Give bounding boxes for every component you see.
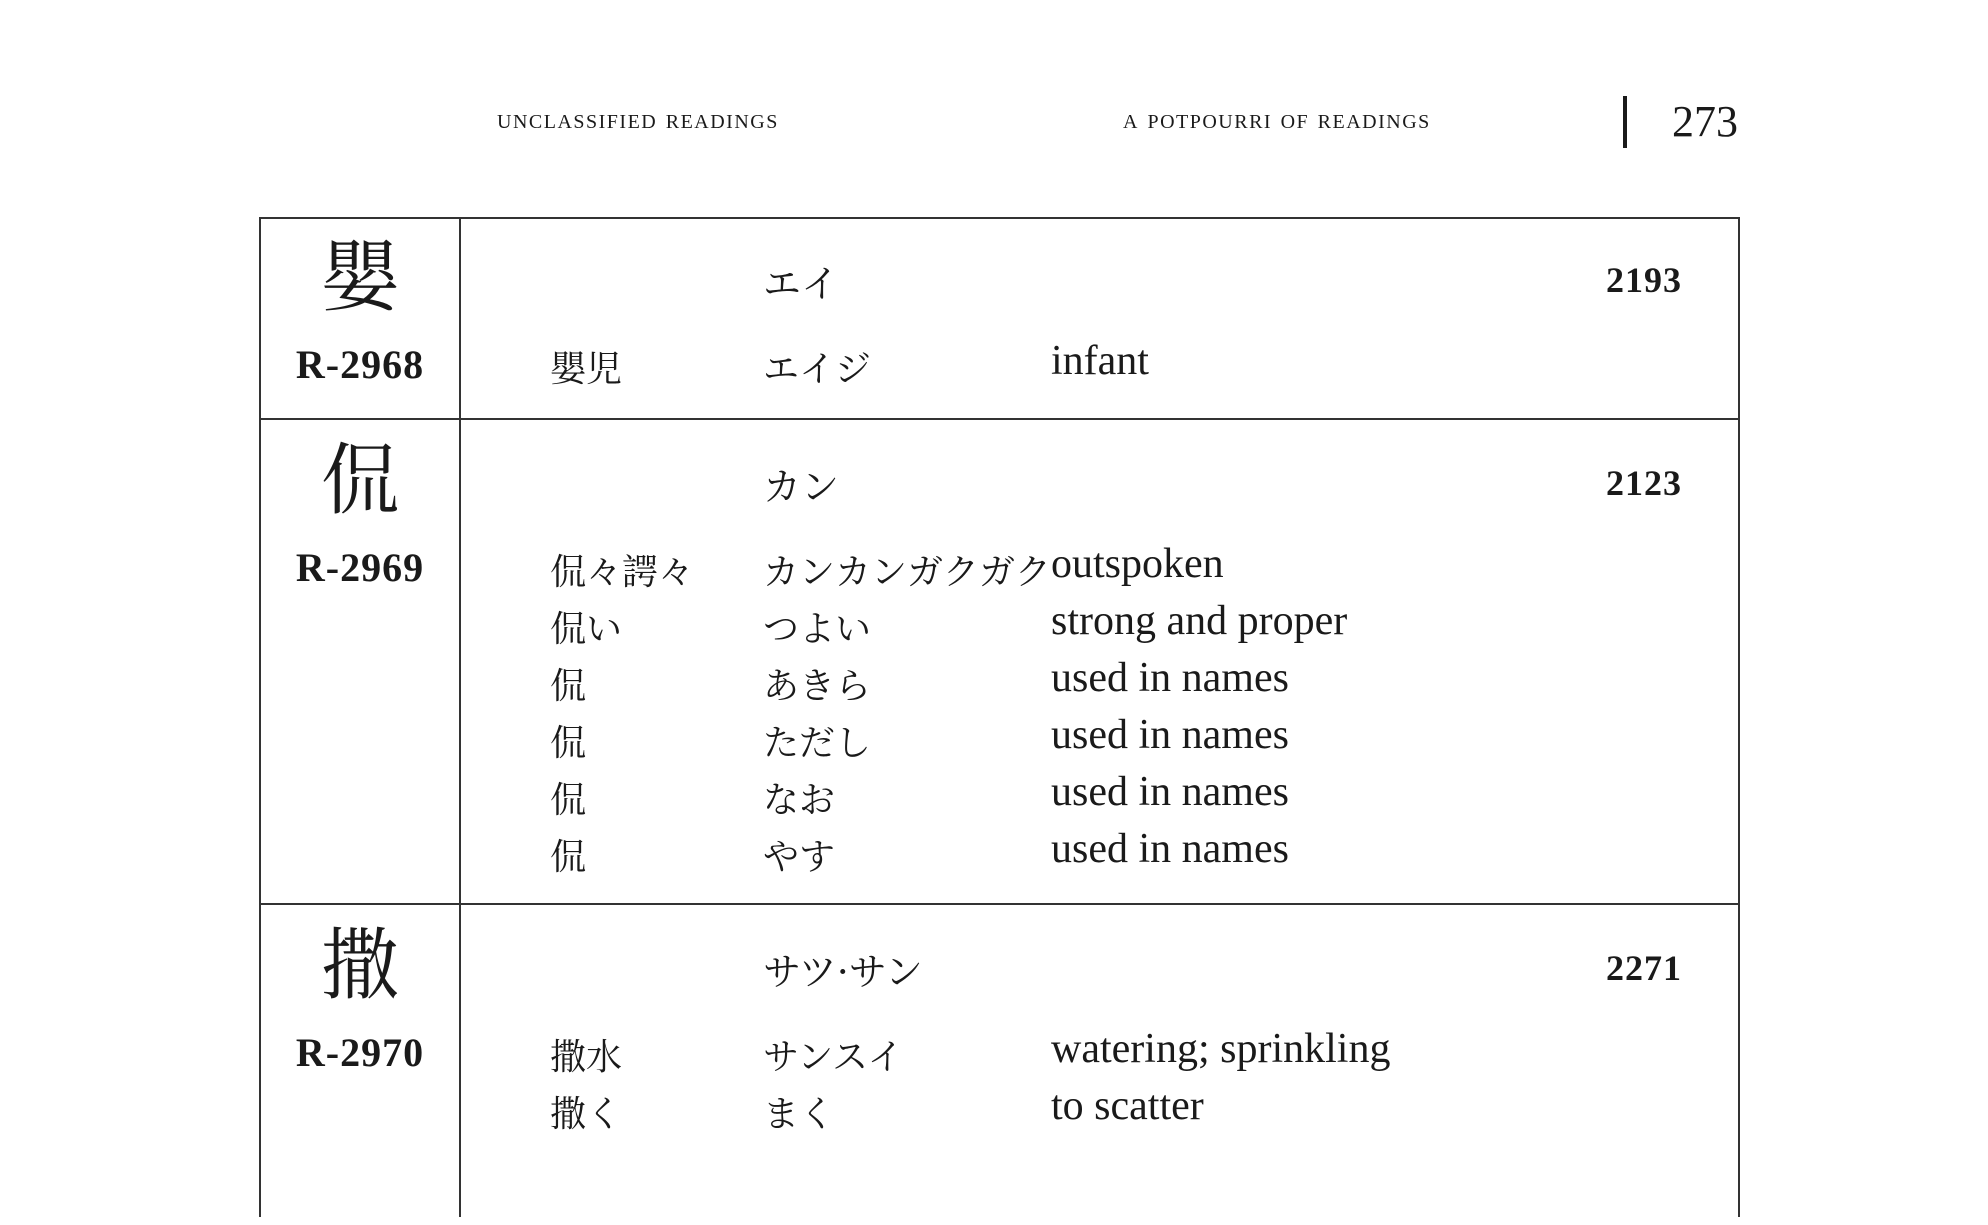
example-row — [261, 769, 1738, 829]
example-reading: まく — [763, 1094, 836, 1135]
entry-number: 2193 — [1606, 260, 1682, 300]
headword-kanji: 侃 — [320, 436, 399, 526]
kanji-entry — [261, 903, 1738, 1225]
entry-ref-id: R-2968 — [295, 342, 425, 387]
example-meaning: used in names — [1051, 655, 1289, 701]
example-row — [261, 1026, 1738, 1086]
example-row — [261, 338, 1738, 398]
kanji-entry — [261, 219, 1738, 419]
example-word: 撒水 — [550, 1037, 623, 1078]
header-divider-bar — [1623, 96, 1627, 148]
example-meaning: used in names — [1051, 826, 1289, 872]
example-row — [261, 826, 1738, 886]
example-word: 撒く — [550, 1094, 623, 1135]
example-word: 侃 — [550, 837, 587, 878]
example-word: 侃い — [550, 609, 623, 650]
example-row — [261, 1083, 1738, 1143]
example-meaning: strong and proper — [1051, 598, 1348, 644]
example-reading: カンカンガクガク — [763, 552, 1052, 593]
running-header-chapter: a potpourri of readings — [1123, 104, 1431, 135]
example-reading: なお — [763, 780, 836, 821]
example-meaning: outspoken — [1051, 541, 1224, 587]
on-reading: カン — [763, 465, 840, 509]
on-reading: サツ·サン — [763, 950, 923, 994]
kanji-readings-table — [259, 217, 1740, 1217]
example-meaning: watering; sprinkling — [1051, 1026, 1391, 1072]
entry-ref-id: R-2970 — [295, 1030, 425, 1075]
example-word: 侃々諤々 — [550, 552, 695, 593]
kanji-entry — [261, 418, 1738, 905]
example-reading: あきら — [763, 666, 872, 707]
example-meaning: infant — [1051, 338, 1149, 384]
example-row — [261, 712, 1738, 772]
example-reading: ただし — [763, 723, 872, 764]
entry-ref-id: R-2969 — [295, 545, 425, 590]
running-header-section: unclassified readings — [497, 104, 779, 135]
example-meaning: to scatter — [1051, 1083, 1204, 1129]
example-word: 侃 — [550, 723, 587, 764]
example-reading: サンスイ — [763, 1037, 904, 1078]
example-reading: やす — [763, 837, 836, 878]
example-row — [261, 598, 1738, 658]
example-word: 嬰児 — [550, 349, 623, 390]
headword-kanji: 嬰 — [320, 233, 399, 323]
example-word: 侃 — [550, 666, 587, 707]
example-reading: つよい — [763, 609, 872, 650]
example-row — [261, 541, 1738, 601]
example-meaning: used in names — [1051, 769, 1289, 815]
example-word: 侃 — [550, 780, 587, 821]
page-number: 273 — [1672, 97, 1738, 146]
example-reading: エイジ — [763, 349, 872, 390]
example-meaning: used in names — [1051, 712, 1289, 758]
example-row — [261, 655, 1738, 715]
entry-number: 2271 — [1606, 948, 1682, 988]
on-reading: エイ — [763, 262, 840, 306]
headword-kanji: 撒 — [320, 921, 399, 1011]
entry-number: 2123 — [1606, 463, 1682, 503]
